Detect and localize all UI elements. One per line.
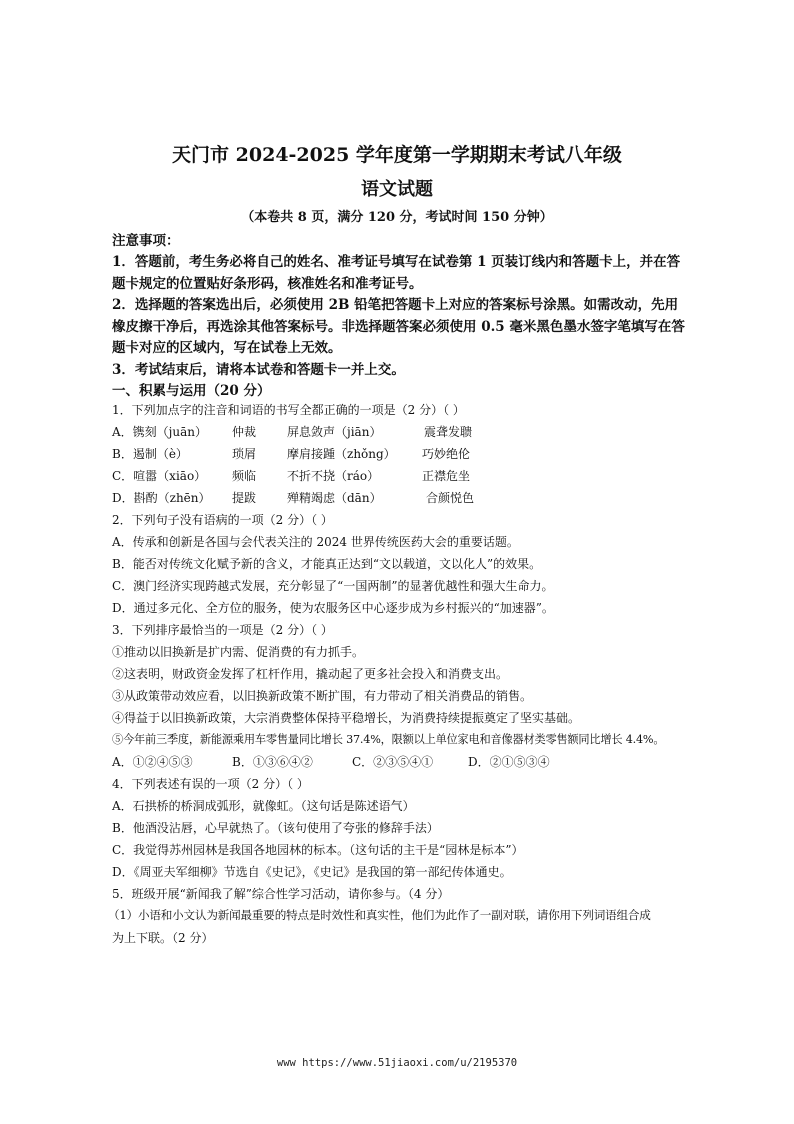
q1-c-3: 不折不挠（ráo） [287, 469, 380, 483]
q4-stem: 4．下列表述有误的一项（2 分）（ ） [112, 777, 309, 791]
q1-d-3: 殚精竭虑（dān） [287, 491, 382, 505]
notes-heading: 注意事项： [112, 233, 180, 249]
note-2-line-2: 橡皮擦干净后，再选涂其他答案标号。非选择题答案必须使用 0.5 毫米黑色墨水签字笔填写在答 [112, 319, 685, 335]
q2-option-a: A．传承和创新是各国与会代表关注的 2024 世界传统医药大会的重要话题。 [112, 535, 519, 549]
q3-sentence-1: ①推动以旧换新是扩内需、促消费的有力抓手。 [112, 645, 365, 659]
q3-sentence-3: ③从政策带动效应看，以旧换新政策不断扩围，有力带动了相关消费品的销售。 [112, 689, 533, 703]
q1-c-2: 频临 [232, 469, 257, 483]
q2-stem: 2．下列句子没有语病的一项（2 分）（ ） [112, 513, 333, 527]
q5-part-1-line-1: （1）小语和小文认为新闻最重要的特点是时效性和真实性，他们为此作了一副对联，请你用下列词语组合成 [108, 908, 651, 922]
q1-b-1: B．遏制（è） [112, 447, 188, 461]
q1-c-4: 正襟危坐 [422, 469, 471, 483]
subject-title: 语文试题 [361, 179, 433, 200]
q3-option-b: B．①③⑥④② [232, 755, 313, 769]
q2-option-b: B．能否对传统文化赋予新的含义，才能真正达到“文以载道，文以化人”的效果。 [112, 557, 542, 571]
q2-option-c: C．澳门经济实现跨越式发展，充分彰显了“一国两制”的显著优越性和强大生命力。 [112, 579, 554, 593]
exam-title: 天门市 2024-2025 学年度第一学期期末考试八年级 [172, 144, 622, 166]
q3-sentence-4: ④得益于以旧换新政策，大宗消费整体保持平稳增长，为消费持续提振奠定了坚实基础。 [112, 711, 581, 725]
q2-option-d: D．通过多元化、全方位的服务，使为农服务区中心逐步成为乡村振兴的“加速器”。 [112, 601, 554, 615]
q3-sentence-2: ②这表明，财政资金发挥了杠杆作用，撬动起了更多社会投入和消费支出。 [112, 667, 509, 681]
q4-option-c: C．我觉得苏州园林是我国各地园林的标本。（这句话的主干是“园林是标本”） [112, 843, 524, 857]
q1-d-2: 提跋 [232, 491, 257, 505]
q1-c-1: C．喧嚣（xiāo） [112, 469, 207, 483]
q1-d-4: 合颜悦色 [426, 491, 475, 505]
note-2-line-3: 题卡对应的区域内，写在试卷上无效。 [112, 340, 342, 356]
q3-option-a: A．①②④⑤③ [112, 755, 193, 769]
q5-part-1-line-2: 为上下联。（2 分） [112, 931, 214, 945]
q4-option-a: A．石拱桥的桥洞成弧形，就像虹。（这句话是陈述语气） [112, 799, 415, 813]
watermark-url: www https://www.51jiaoxi.com/u/2195370 [276, 1057, 518, 1069]
note-1-line-1: 1．答题前，考生务必将自己的姓名、准考证号填写在试卷第 1 页装订线内和答题卡上，并在答 [112, 254, 681, 270]
q1-stem: 1．下列加点字的注音和词语的书写全都正确的一项是（2 分）（ ） [112, 403, 465, 417]
q1-b-4: 巧妙绝伦 [422, 447, 471, 461]
q3-option-d: D．②①⑤③④ [468, 755, 550, 769]
q3-option-c: C．②③⑤④① [352, 755, 434, 769]
section-1-heading: 一、积累与运用（20 分） [112, 383, 271, 399]
q1-a-4: 震聋发聩 [424, 425, 473, 439]
q3-stem: 3．下列排序最恰当的一项是（2 分）（ ） [112, 623, 333, 637]
note-1-line-2: 题卡规定的位置贴好条形码，核准姓名和准考证号。 [112, 276, 423, 292]
note-3: 3．考试结束后，请将本试卷和答题卡一并上交。 [112, 362, 405, 378]
q1-d-1: D．斟酌（zhēn） [112, 491, 211, 505]
q4-option-b: B．他酒没沾唇，心早就热了。（该句使用了夸张的修辞手法） [112, 821, 439, 835]
q4-option-d: D．《周亚夫军细柳》节选自《史记》，《史记》是我国的第一部纪传体通史。 [112, 865, 512, 879]
q5-stem: 5．班级开展“新闻我了解”综合性学习活动，请你参与。（4 分） [112, 887, 450, 901]
note-2-line-1: 2．选择题的答案选出后，必须使用 2B 铅笔把答题卡上对应的答案标号涂黑。如需改动，先用 [112, 297, 679, 313]
exam-info: （本卷共 8 页，满分 120 分，考试时间 150 分钟） [241, 210, 553, 225]
q1-a-1: A．镌刻（juān） [112, 425, 207, 439]
q3-sentence-5: ⑤今年前三季度，新能源乘用车零售量同比增长 37.4%，限额以上单位家电和音像器材类零售额同比增长 4.4%。 [112, 733, 665, 746]
q1-b-3: 摩肩接踵（zhǒng） [287, 447, 396, 461]
q1-a-3: 屏息敛声（jiān） [287, 425, 382, 439]
q1-b-2: 琐屑 [232, 447, 257, 461]
q1-a-2: 仲裁 [232, 425, 257, 439]
